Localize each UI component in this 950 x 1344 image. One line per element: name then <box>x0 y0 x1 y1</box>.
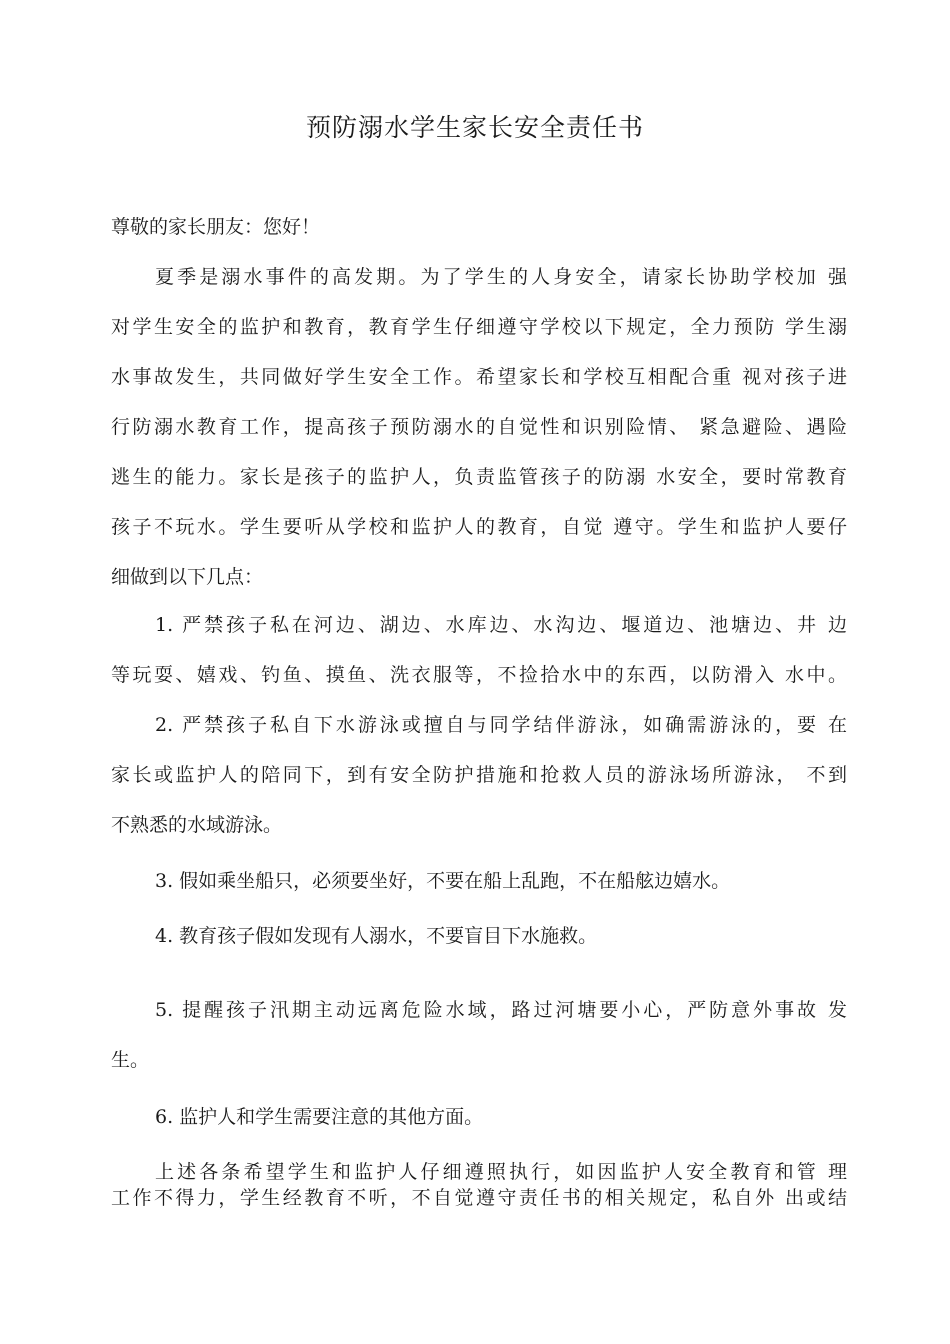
closing-paragraph <box>111 1159 847 1211</box>
intro-paragraph <box>111 252 847 602</box>
rule-line: 4. 教育孩子假如发现有人溺水，不要盲目下水施救。 <box>155 925 598 947</box>
intro-line: 孩子不玩水。学生要听从学校和监护人的教育，自觉 遵守。学生和监护人要仔 <box>111 516 847 538</box>
intro-line: 行防溺水教育工作，提高孩子预防溺水的自觉性和识别险情、 紧急避险、遇险 <box>111 416 847 438</box>
rule-line: 家长或监护人的陪同下，到有安全防护措施和抢救人员的游泳场所游泳， 不到 <box>111 764 847 786</box>
greeting <box>111 202 847 252</box>
intro-line: 逃生的能力。家长是孩子的监护人，负责监管孩子的防溺 水安全，要时常教育 <box>111 466 847 488</box>
document-title: 预防溺水学生家长安全责任书 <box>305 113 644 142</box>
rule-item-2 <box>111 700 847 850</box>
rule-line: 2. 严禁孩子私自下水游泳或擅自与同学结伴游泳，如确需游泳的，要 在 <box>155 714 847 736</box>
intro-line: 夏季是溺水事件的高发期。为了学生的人身安全，请家长协助学校加 强 <box>155 266 847 288</box>
rule-item-4 <box>111 911 847 961</box>
rule-line: 1. 严禁孩子私在河边、湖边、水库边、水沟边、堰道边、池塘边、井 边 <box>155 614 847 636</box>
intro-line: 对学生安全的监护和教育，教育学生仔细遵守学校以下规定，全力预防 学生溺 <box>111 316 847 338</box>
closing-line: 上述各条希望学生和监护人仔细遵照执行，如因监护人安全教育和管 理 <box>155 1161 847 1183</box>
rule-line: 6. 监护人和学生需要注意的其他方面。 <box>155 1106 484 1128</box>
rule-line: 不熟悉的水域游泳。 <box>111 814 283 836</box>
rule-line: 生。 <box>111 1049 150 1071</box>
rule-line: 5. 提醒孩子汛期主动远离危险水域，路过河塘要小心，严防意外事故 发 <box>155 999 847 1021</box>
greeting-line: 尊敬的家长朋友：您好！ <box>111 216 321 238</box>
rule-item-5 <box>111 985 847 1085</box>
rule-item-6 <box>111 1092 847 1142</box>
closing-line: 工作不得力，学生经教育不听，不自觉遵守责任书的相关规定，私自外 出或结 <box>111 1187 847 1209</box>
rule-item-3 <box>111 856 847 906</box>
intro-line: 水事故发生，共同做好学生安全工作。希望家长和学校互相配合重 视对孩子进 <box>111 366 847 388</box>
rule-line: 3. 假如乘坐船只，必须要坐好，不要在船上乱跑，不在船舷边嬉水。 <box>155 870 731 892</box>
rule-item-1 <box>111 600 847 700</box>
intro-line: 细做到以下几点： <box>111 566 264 588</box>
rule-line: 等玩耍、嬉戏、钓鱼、摸鱼、洗衣服等，不捡拾水中的东西，以防滑入 水中。 <box>111 664 847 686</box>
